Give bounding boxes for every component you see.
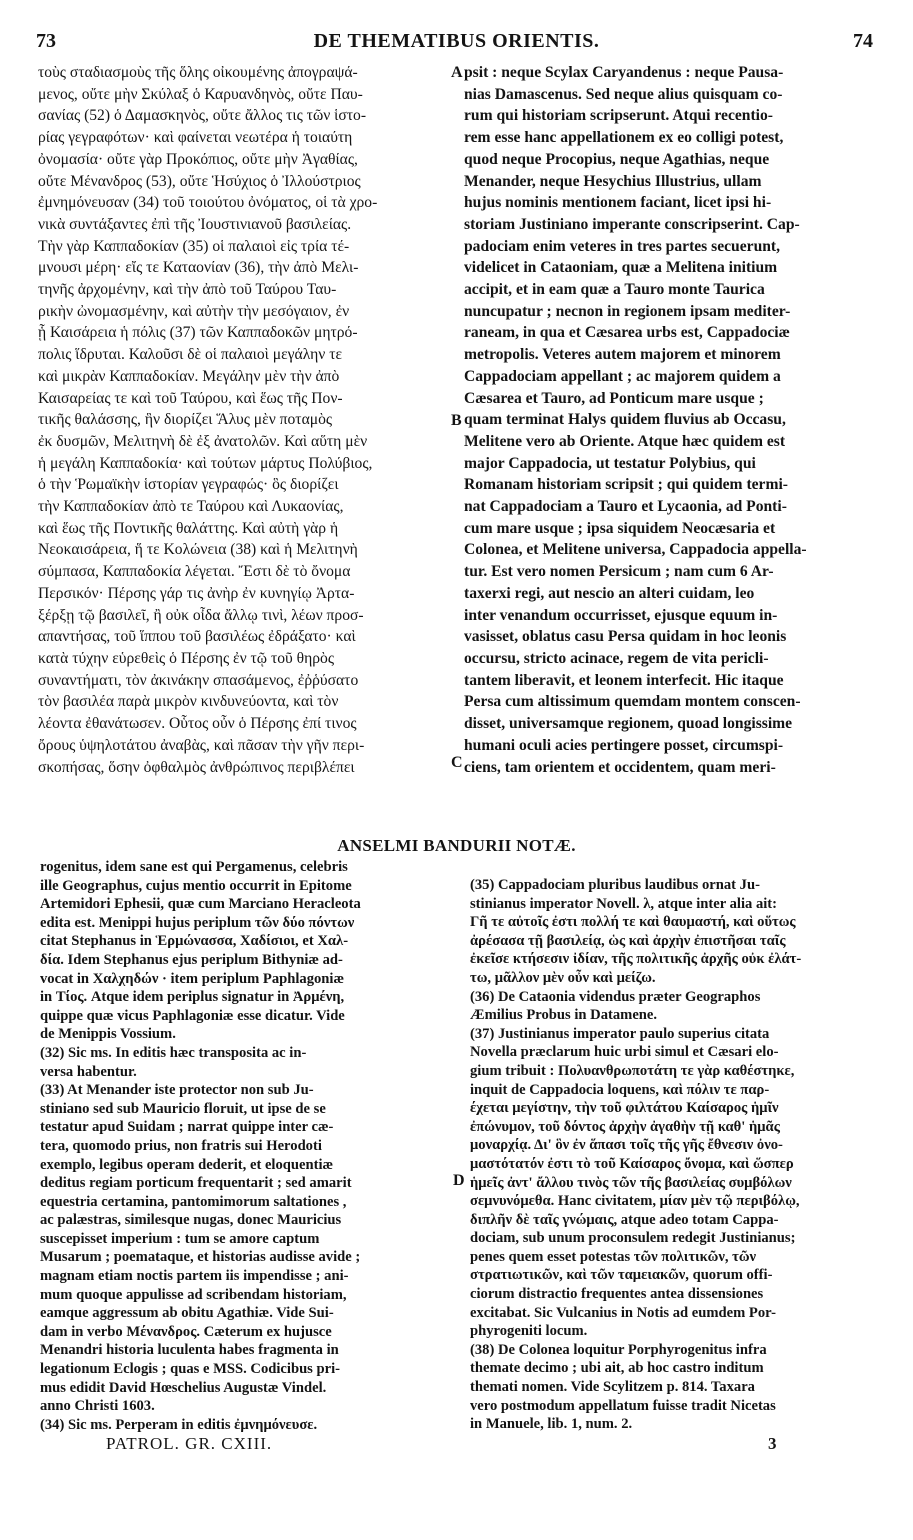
latin-text-line: nias Damascenus. Sed neque alius quisquam co- [464, 85, 783, 103]
greek-text-line: ξέρξῃ τῷ βασιλεῖ, ἢ οὐκ οἶδα ἄλλῳ τινὶ, λέων προσ- [38, 606, 364, 624]
latin-text-line: Romanam historiam scripsit ; qui quidem termi- [464, 476, 788, 494]
running-title: DE THEMATIBUS ORIENTIS. [313, 30, 600, 52]
latin-text-column [464, 62, 876, 778]
greek-text-line: ὀνομασία· οὔτε γὰρ Προκόπιος, οὔτε μὴν Ἀγαθίας, [38, 150, 358, 168]
note-line: τω, μᾶλλον μὲν οὖν καὶ μείζω. [470, 969, 656, 986]
note-line: deditus regiam porticum frequentarit ; sed amarit [40, 1175, 352, 1192]
note-line: stiniano sed sub Mauricio floruit, ut ipse de se [40, 1100, 326, 1117]
note-line: stinianus imperator Novell. λ, atque inter alia ait: [470, 895, 778, 912]
margin-marker-a: A [451, 64, 463, 81]
latin-text-line: quod neque Procopius, neque Agathias, neque [464, 150, 770, 168]
note-line: (38) De Colonea loquitur Porphyrogenitus infra [470, 1341, 767, 1358]
note-line: (32) Sic ms. In editis hæc transposita ac in- [40, 1044, 307, 1061]
note-line: Menandri historia luculenta habes fragmenta in [40, 1342, 339, 1359]
note-line: suscepisset imperium : tum se amore captum [40, 1230, 320, 1247]
latin-text-line: ciens, tam orientem et occidentem, quam meri- [464, 758, 776, 776]
note-line: legationum Eclogis ; quas e MSS. Codicibus pri- [40, 1361, 341, 1378]
greek-text-line: ὄρους ὑψηλοτάτου ἀναβὰς, καὶ πᾶσαν τὴν γῆν περι- [38, 736, 365, 754]
note-line: ἡμεῖς ἀντ' ἄλλου τινὸς τῶν τῆς βασιλείας συμβόλων [470, 1174, 792, 1191]
margin-marker-d: D [453, 1172, 465, 1189]
greek-text-line: μενος, οὔτε μὴν Σκύλαξ ὁ Καρυανδηνὸς, οὔτε Παυ- [38, 85, 363, 103]
latin-text-line: Cappadociam appellant ; ac majorem quidem a [464, 367, 781, 385]
latin-text-line: storiam Justiniano imperante conscripserint. Cap- [464, 215, 800, 233]
note-line: excitabat. Sic Vulcanius in Notis ad eumdem Por- [470, 1304, 776, 1321]
margin-marker-b: B [451, 412, 462, 429]
greek-text-line: ρίας γεγραφότων· καὶ φαίνεται νεωτέρα ἡ τοιαύτη [38, 129, 353, 147]
greek-text-line: ὁ τὴν Ῥωμαϊκὴν ἱστορίαν γεγραφώς· ὃς διορίζει [38, 476, 339, 494]
note-line: mum quoque appulisse ad scribendam historiam, [40, 1286, 347, 1303]
greek-text-line: νικὰ συντάξαντες ἐπὶ τῆς Ἰουστινιανοῦ βασιλείας. [38, 215, 352, 233]
greek-text-line: ἐμνημόνευσαν (34) τοῦ τοιούτου ὀνόματος, οἱ τὰ χρο- [38, 194, 378, 212]
notes-heading: ANSELMI BANDURII NOTÆ. [337, 836, 576, 855]
latin-text-line: Persa cum altissimum quemdam montem conscen- [464, 693, 801, 711]
note-line: έχεται μεγίστην, τὴν τοῦ φιλτάτου Καίσαρος ἡμῖν [470, 1100, 779, 1117]
note-line: exemplo, legibus operam dederit, et eloquentiæ [40, 1156, 334, 1173]
note-line: Γῆ τε αὐτοῖς ἐστι πολλή τε καὶ θαυμαστή, καὶ οὕτως [470, 914, 796, 931]
footer-volume-signature: PATROL. GR. CXIII. [106, 1434, 273, 1453]
note-line: themate decimo ; ubi ait, ab hoc castro inditum [470, 1360, 764, 1377]
note-line: tera, quomodo prius, non fratris sui Herodoti [40, 1137, 322, 1154]
note-line: penes quem esset potestas τῶν πολιτικῶν, τῶν [470, 1248, 757, 1265]
notes-right-column [470, 876, 880, 1434]
latin-text-line: inter venandum occurrisset, ejusque equum in- [464, 606, 778, 624]
note-line: in Manuele, lib. 1, num. 2. [470, 1416, 633, 1433]
latin-text-line: nat Cappadociam a Tauro et Lycaonia, ad Ponti- [464, 498, 787, 516]
latin-text-line: cum mare usque ; ipsa siquidem Neocæsaria et [464, 519, 776, 537]
note-line: ἐπώνυμον, τοῦ δόντος ἀρχὴν ἀγαθὴν τῇ καθ' ἡμᾶς [470, 1118, 780, 1135]
note-line: ille Geographus, cujus mentio occurrit in Epitome [40, 877, 352, 894]
note-line: dociam, sub unum proconsulem redegit Justinianus; [470, 1230, 796, 1247]
greek-text-line: τικῆς θαλάσσης, ἣν διορίζει Ἅλυς μὲν ποταμὸς [38, 411, 333, 429]
page-number-right: 74 [853, 30, 873, 52]
note-line: Musarum ; poemataque, et historias audisse avide ; [40, 1249, 361, 1266]
note-line: ἀρέσασα τῇ βασιλείᾳ, ὡς καὶ ἀρχὴν ἐπιστῆσαι ταῖς [470, 932, 786, 949]
note-line: Æmilius Probus in Datamene. [470, 1007, 658, 1024]
note-line: in Τίος. Atque idem periplus signatur in Ἀρμένη, [40, 989, 345, 1006]
note-line: mus edidit David Hœschelius Augustæ Vindel. [40, 1379, 327, 1396]
note-line: magnam etiam noctis partem iis impendisse ; ani- [40, 1268, 349, 1285]
latin-text-line: tantem liberavit, et leonem interfecit. Hic itaque [464, 671, 784, 689]
note-line: de Menippis Vossium. [40, 1026, 176, 1043]
note-line: rogenitus, idem sane est qui Pergamenus, celebris [40, 859, 348, 875]
latin-text-line: vasisset, oblatus casu Persa quidam in hoc leonis [464, 628, 787, 646]
latin-text-line: nuncupatur ; necnon in regionem ipsam mediter- [464, 302, 791, 320]
latin-text-line: padociam enim veteres in tres partes secuerunt, [464, 237, 781, 255]
note-line: ac palæstras, similesque nugas, donec Mauricius [40, 1212, 342, 1229]
latin-text-line: Melitene vero ab Oriente. Atque hæc quidem est [464, 432, 786, 450]
note-line: (37) Justinianus imperator paulo superius citata [470, 1025, 770, 1042]
note-line: μαστότατόν ἐστι τὸ τοῦ Καίσαρος ὄνομα, καὶ ὥσπερ [470, 1155, 794, 1172]
margin-marker-c: C [451, 754, 463, 771]
greek-text-line: λέοντα ἐθανάτωσεν. Οὗτος οὖν ὁ Πέρσης ἐπί τινος [38, 715, 357, 733]
latin-text-line: occursu, stricto acinace, regem de vita pericli- [464, 649, 769, 667]
greek-text-line: καὶ μικρὰν Καππαδοκίαν. Μεγάλην μὲν τὴν ἀπὸ [38, 367, 340, 385]
note-line: citat Stephanus in Ἑρμώνασσα, Χαδίσιοι, et Χαλ- [40, 933, 349, 950]
note-line: dam in verbo Μένανδρος. Cæterum ex hujusce [40, 1323, 332, 1340]
latin-text-line: hujus nominis mentionem faciant, licet ipsi hi- [464, 194, 772, 212]
latin-text-line: accipit, et in eam quæ a Tauro monte Taurica [464, 281, 765, 299]
note-line: themati nomen. Vide Scylitzem p. 814. Taxara [470, 1379, 755, 1396]
note-line: gium tribuit : Πολυανθρωποτάτη τε γὰρ καθέστηκε, [470, 1062, 795, 1079]
greek-text-line: Περσικόν· Πέρσης γάρ τις ἀνὴρ ἐν κυνηγίῳ Ἀρτα- [38, 584, 355, 602]
greek-text-line: καὶ ἕως τῆς Ποντικῆς θαλάττης. Καὶ αὐτὴ γὰρ ἡ [38, 519, 339, 537]
note-line: equestria certamina, pantomimorum saltationes , [40, 1193, 347, 1210]
note-line: ciorum distractio frequentes antea dissensiones [470, 1286, 764, 1303]
latin-text-line: quam terminat Halys quidem fluvius ab Occasu, [464, 411, 786, 429]
note-line: vero postmodum appellatum fuisse tradit Nicetas [470, 1397, 776, 1414]
greek-text-line: οὔτε Μένανδρος (53), οὔτε Ἡσύχιος ὁ Ἰλλούστριος [38, 172, 361, 190]
greek-text-line: ἐκ δυσμῶν, Μελιτηνὴ δὲ ἐξ ἀνατολῶν. Καὶ αὕτη μὲν [38, 432, 368, 450]
greek-text-line: συναντήματι, τὸν ἀκινάκην σπασάμενος, ἐῤῥύσατο [38, 671, 359, 689]
greek-text-line: Τὴν γὰρ Καππαδοκίαν (35) οἱ παλαιοὶ εἰς τρία τέ- [38, 237, 350, 255]
note-line: ἐκεῖσε κτήσεσιν ἰδίαν, τῆς πολιτικῆς ἀρχῆς οὐκ ἐλάτ- [470, 951, 802, 968]
greek-text-line: ᾗ Καισάρεια ἡ πόλις (37) τῶν Καππαδοκῶν μητρό- [38, 324, 358, 342]
greek-text-line: τὴν Καππαδοκίαν ἀπὸ τε Ταύρου καὶ Λυκαονίας, [38, 498, 344, 516]
latin-text-line: rem esse hanc appellationem ex eo colligi potest, [464, 129, 784, 147]
note-line: μοναρχίᾳ. Δι' ὃν ἐν ἅπασι τοῖς τῆς γῆς ἔθνεσιν ὀνο- [470, 1137, 783, 1154]
note-line: phyrogeniti locum. [470, 1323, 588, 1340]
latin-text-line: raneam, in qua et Cæsarea urbs est, Cappadociæ [464, 324, 790, 342]
greek-text-line: μνουσι μέρη· εἴς τε Καταονίαν (36), τὴν ἀπὸ Μελι- [38, 259, 359, 277]
greek-text-line: πολις ἵδρυται. Καλοῦσι δὲ οἱ παλαιοὶ μεγάλην τε [38, 346, 343, 364]
greek-text-line: σύμπασα, Καππαδοκία λέγεται. Ἔστι δὲ τὸ ὄνομα [38, 563, 351, 581]
greek-text-line: Νεοκαισάρεια, ἥ τε Κολώνεια (38) καὶ ἡ Μελιτηνὴ [38, 541, 358, 559]
note-line: (33) At Menander iste protector non sub Ju- [40, 1082, 314, 1099]
greek-text-line: ρικὴν ὠνομασμένην, καὶ αὐτὴν τὴν μεσόγαιον, ἐν [38, 302, 350, 320]
latin-text-line: tur. Est vero nomen Persicum ; nam cum 6 Ar- [464, 563, 774, 581]
latin-text-line: videlicet in Cataoniam, quæ a Melitena initium [464, 259, 778, 277]
page-number-left: 73 [36, 30, 56, 52]
latin-text-line: disset, universamque regionem, quoad longissime [464, 715, 793, 733]
latin-text-line: taxerxi regi, aut nescio an alteri cuidam, leo [464, 584, 755, 602]
note-line: versa habentur. [40, 1063, 137, 1080]
greek-text-line: σανίας (52) ὁ Δαμασκηνὸς, οὔτε ἄλλος τις τῶν ἱστο- [38, 107, 367, 125]
note-line: vocat in Χαλχηδών · item periplum Paphlagoniæ [40, 970, 345, 987]
note-line: quippe quæ vicus Paphlagoniæ esse dicatur. Vide [40, 1007, 345, 1024]
note-line: διπλῆν δὲ ταῖς γνώμαις, atque adeo totam Cappa- [470, 1211, 779, 1228]
note-line: στρατιωτικῶν, καὶ τῶν ταμειακῶν, quorum offi- [470, 1267, 773, 1284]
note-line: anno Christi 1603. [40, 1398, 155, 1415]
note-line: Novella præclarum huic urbi simul et Cæsari elo- [470, 1044, 779, 1061]
latin-text-line: Cæsarea et Tauro, ad Ponticum mare usque ; [464, 389, 764, 407]
latin-text-line: rum qui historiam scripserunt. Atqui recentio- [464, 107, 773, 125]
note-line: edita est. Menippi hujus periplum τῶν δύο πόντων [40, 914, 355, 931]
note-line: (35) Cappadociam pluribus laudibus ornat Ju- [470, 877, 760, 893]
latin-text-line: humani oculi acies pertingere posset, circumspi- [464, 736, 784, 754]
note-line: σεμνυνόμεθα. Hanc civitatem, μίαν μὲν τῷ περιβόλῳ, [470, 1193, 800, 1210]
greek-text-line: σκοπήσας, ὅσην ὀφθαλμὸς ἀνθρώπινος περιβλέπει [38, 758, 355, 776]
greek-text-line: τηνῆς ἀρχομένην, καὶ τὴν ἀπὸ τοῦ Ταύρου Ταυ- [38, 281, 337, 299]
latin-text-line: Menander, neque Hesychius Illustrius, ullam [464, 172, 762, 190]
latin-text-line: psit : neque Scylax Caryandenus : neque Pausa- [464, 64, 784, 81]
footer-signature-number: 3 [768, 1434, 777, 1453]
note-line: eamque aggressum ab obitu Agathiæ. Vide Sui- [40, 1305, 334, 1322]
note-line: (36) De Cataonia videndus præter Geographos [470, 988, 761, 1005]
note-line: Artemidori Ephesii, quæ cum Marciano Heracleota [40, 896, 361, 913]
latin-text-line: Colonea, et Melitene universa, Cappadocia appella- [464, 541, 807, 559]
greek-text-line: τοὺς σταδιασμοὺς τῆς ὅλης οἰκουμένης ἀπογραψά- [38, 64, 358, 81]
greek-text-line: Καισαρείας τε καὶ τοῦ Ταύρου, καὶ ἕως τῆς Πον- [38, 389, 343, 407]
greek-text-line: απαντήσας, τοῦ ἵππου τοῦ βασιλέως ἐδράξατο· καὶ [38, 628, 356, 646]
latin-text-line: metropolis. Veteres autem majorem et minorem [464, 346, 781, 364]
greek-text-column [38, 62, 451, 778]
greek-text-line: τὸν βασιλέα παρὰ μικρὸν κινδυνεύοντα, καὶ τὸν [38, 693, 339, 711]
note-line: inquit de Cappadocia loquens, καὶ πόλιν τε παρ- [470, 1081, 770, 1098]
note-line: δία. Idem Stephanus ejus periplum Bithyniæ ad- [40, 951, 343, 968]
note-line: testatur apud Suidam ; narrat quippe inter cæ- [40, 1119, 334, 1136]
notes-left-column [40, 858, 450, 1434]
greek-text-line: ἡ μεγάλη Καππαδοκία· καὶ τούτων μάρτυς Πολύβιος, [38, 454, 373, 472]
note-line: (34) Sic ms. Perperam in editis ἐμνημόνευσε. [40, 1416, 318, 1433]
greek-text-line: κατὰ τύχην εὑρεθεὶς ὁ Πέρσης ἐν τῷ τοῦ θηρὸς [38, 649, 335, 667]
latin-text-line: major Cappadocia, ut testatur Polybius, qui [464, 454, 756, 472]
